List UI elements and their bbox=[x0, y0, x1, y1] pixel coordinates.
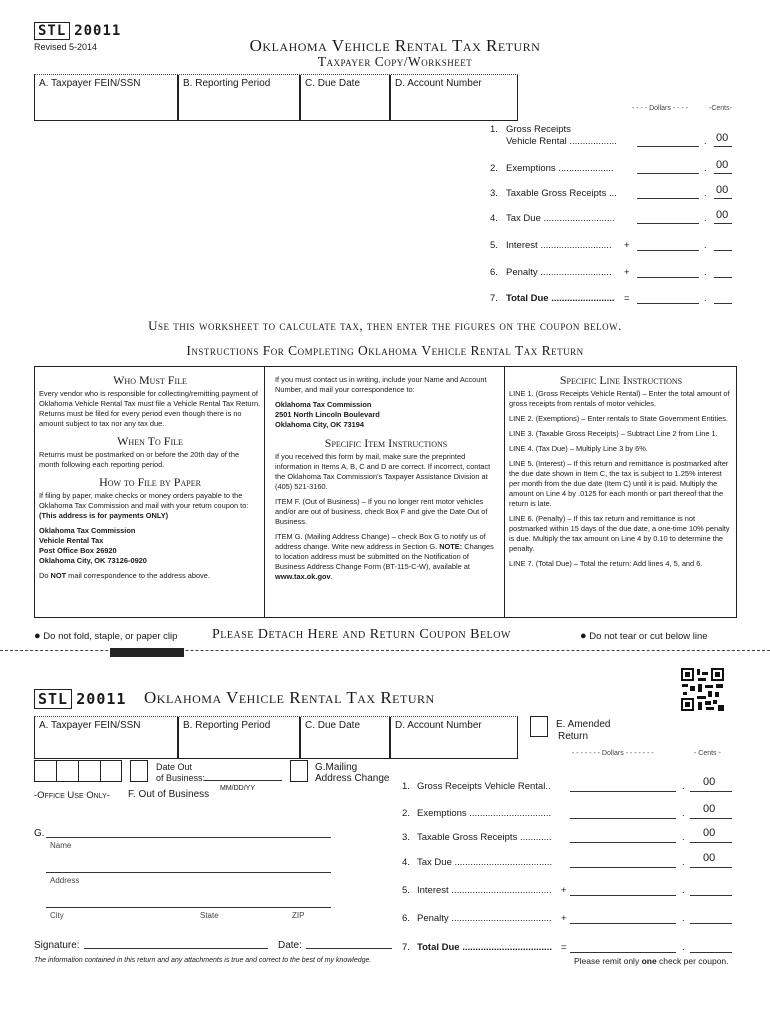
zip-label: ZIP bbox=[292, 911, 305, 920]
line3-instruction: LINE 3. (Taxable Gross Receipts) – Subtract Line 2 from Line 1. bbox=[509, 429, 718, 438]
coupon-line-operator: + bbox=[561, 885, 567, 896]
account-number-label: D. Account Number bbox=[395, 78, 482, 89]
mailing-change-checkbox[interactable] bbox=[290, 760, 308, 782]
worksheet-line-label: Exemptions ..................... bbox=[506, 163, 614, 174]
worksheet-decimal-point: . bbox=[704, 163, 707, 174]
no-corr-b: NOT bbox=[50, 571, 67, 580]
coupon-line-number: 7. bbox=[402, 942, 410, 953]
instructions-col3 bbox=[509, 373, 733, 574]
line1-instruction: LINE 1. (Gross Receipts Vehicle Rental) – Enter the total amount of gross receipts from rentals of motor vehicles. bbox=[509, 389, 730, 408]
coupon-dollars-input[interactable] bbox=[570, 818, 676, 819]
instructions-title: Instructions For Completing Oklahoma Vehicle Rental Tax Return bbox=[186, 343, 584, 358]
worksheet-note: Use this worksheet to calculate tax, then enter the figures on the coupon below. bbox=[148, 318, 622, 333]
coupon-line-label: Penalty ...................................... bbox=[417, 913, 552, 924]
due-date-label: C. Due Date bbox=[305, 78, 361, 89]
date-out-text: Date Out bbox=[156, 762, 193, 772]
state-label: State bbox=[200, 911, 219, 920]
worksheet-decimal-point: . bbox=[704, 188, 707, 199]
worksheet-cents-value: 00 bbox=[716, 184, 729, 196]
coupon-line-label: Total Due .................................. bbox=[417, 942, 552, 953]
who-must-file-text: Every vendor who is responsible for collecting/remitting payment of Oklahoma Vehicle Rental Tax must file a Vehicle Rental Tax Return. Returns must be filed for every period even though there is no amount subject to tax nor any tax due. bbox=[39, 389, 261, 428]
date-label: Date: bbox=[278, 940, 302, 951]
tax-website-link[interactable]: www.tax.ok.gov bbox=[275, 572, 331, 581]
worksheet-line-label-2: Vehicle Rental .................. bbox=[506, 136, 617, 147]
worksheet-decimal-point: . bbox=[704, 267, 707, 278]
attestation-text: The information contained in this return and any attachments is true and correct to the best of my knowledge. bbox=[34, 957, 372, 964]
coupon-line-label: Exemptions ............................... bbox=[417, 808, 552, 819]
payment-address-line1: Oklahoma Tax Commission bbox=[39, 526, 136, 535]
coupon-dollars-input[interactable] bbox=[570, 842, 676, 843]
line5-instruction: LINE 5. (Interest) – If this return and remittance is postmarked after the due date shown in Item C, the tax is subject to 1.25% interest per month from the due date (Item C) until it is paid. Multiply the amount on Line 4 by .0125 for each month or part thereof that the return is late. bbox=[509, 459, 729, 508]
coupon-account-number-field[interactable] bbox=[390, 717, 518, 759]
reporting-period-field[interactable] bbox=[178, 75, 300, 121]
item-g-c: Changes to location address must be submitted on the Notification of Business Address Change Form (BT-115-C-W), available at bbox=[275, 542, 494, 571]
coupon-cents-input[interactable] bbox=[690, 923, 732, 924]
no-correspondence-note bbox=[39, 571, 261, 581]
coupon-line-label: Interest ...................................... bbox=[417, 885, 552, 896]
coupon-decimal-point: . bbox=[682, 781, 685, 792]
worksheet-cents-input[interactable] bbox=[714, 146, 732, 147]
coupon-dollars-input[interactable] bbox=[570, 895, 676, 896]
how-to-file-heading: How to File by Paper bbox=[99, 475, 201, 489]
coupon-line-label: Tax Due ..................................... bbox=[417, 857, 553, 868]
worksheet-dollars-input[interactable] bbox=[637, 223, 699, 224]
mailing-change-label bbox=[315, 762, 390, 784]
mailing-label-text: G.Mailing bbox=[315, 762, 358, 773]
coupon-cents-value: 00 bbox=[703, 803, 716, 815]
coupon-form-code: STL bbox=[34, 689, 72, 709]
page-title: Oklahoma Vehicle Rental Tax Return bbox=[249, 36, 541, 55]
item-f-text: ITEM F. (Out of Business) – If you no longer rent motor vehicles and/or are out of business, check Box F and give the Date Out of Business. bbox=[275, 497, 488, 526]
amended-return-checkbox[interactable] bbox=[530, 716, 548, 737]
of-business-text: of Business: bbox=[156, 773, 206, 783]
bullet-icon: ● bbox=[580, 630, 587, 642]
coupon-title: Oklahoma Vehicle Rental Tax Return bbox=[144, 688, 435, 707]
no-corr-c: mail correspondence to the address above. bbox=[66, 571, 210, 580]
signature-label: Signature: bbox=[34, 940, 80, 951]
worksheet-line-label: Total Due ........................ bbox=[506, 293, 615, 304]
line6-instruction: LINE 6. (Penalty) – If this tax return and remittance is not postmarked within 15 days of the due date, a one-time 10% penalty is due. Multiply the tax amount on Line 4 by 0.10 to determine the penalty. bbox=[509, 514, 730, 553]
coupon-decimal-point: . bbox=[682, 942, 685, 953]
address-change-text: Address Change bbox=[315, 773, 390, 784]
coupon-due-label: C. Due Date bbox=[305, 720, 361, 731]
office-use-label: -Office Use Only- bbox=[34, 790, 110, 801]
coupon-taxpayer-fein-field[interactable] bbox=[34, 717, 178, 759]
worksheet-dollars-input[interactable] bbox=[637, 146, 699, 147]
corr-address-line2: 2501 North Lincoln Boulevard bbox=[275, 410, 380, 419]
item-g-e: . bbox=[330, 572, 333, 581]
address-input[interactable] bbox=[46, 872, 331, 873]
coupon-form-id bbox=[34, 690, 126, 708]
amended-label-line2: Return bbox=[558, 731, 589, 742]
no-tear-text: Do not tear or cut below line bbox=[589, 631, 708, 642]
worksheet-line-number: 2. bbox=[490, 163, 498, 174]
worksheet-line-label: Penalty ........................... bbox=[506, 267, 612, 278]
how-to-file-text bbox=[39, 491, 261, 521]
item-g-b: NOTE: bbox=[439, 542, 463, 551]
coupon-decimal-point: . bbox=[682, 885, 685, 896]
worksheet-line-number: 4. bbox=[490, 213, 498, 224]
name-label: Name bbox=[50, 841, 72, 850]
remit-b: one bbox=[641, 956, 657, 966]
signature-input[interactable] bbox=[84, 948, 268, 949]
no-fold-text: Do not fold, staple, or paper clip bbox=[43, 631, 178, 642]
coupon-cents-input[interactable] bbox=[690, 895, 732, 896]
worksheet-line-number: 1. bbox=[490, 124, 498, 135]
coupon-form-number: 20011 bbox=[76, 690, 127, 708]
item-g-text bbox=[275, 532, 497, 582]
contact-text: If you must contact us in writing, include your Name and Account Number, and mail your correspondence to: bbox=[275, 375, 487, 394]
coupon-cents-value: 00 bbox=[703, 776, 716, 788]
worksheet-line-operator: + bbox=[624, 240, 630, 251]
worksheet-decimal-point: . bbox=[704, 136, 707, 147]
no-fold-note bbox=[34, 630, 177, 642]
worksheet-line-label: Gross Receipts bbox=[506, 124, 571, 135]
worksheet-decimal-point: . bbox=[704, 240, 707, 251]
corr-address-line1: Oklahoma Tax Commission bbox=[275, 400, 372, 409]
coupon-period-label: B. Reporting Period bbox=[183, 720, 271, 731]
line7-instruction: LINE 7. (Total Due) – Total the return: Add lines 4, 5, and 6. bbox=[509, 559, 703, 568]
cents-label: -Cents- bbox=[709, 105, 732, 112]
worksheet-decimal-point: . bbox=[704, 213, 707, 224]
name-input[interactable] bbox=[46, 837, 331, 838]
date-format-label: MM/DD/YY bbox=[220, 785, 255, 792]
worksheet-dollars-input[interactable] bbox=[637, 198, 699, 199]
coupon-decimal-point: . bbox=[682, 808, 685, 819]
worksheet-dollars-input[interactable] bbox=[637, 250, 699, 251]
taxpayer-fein-field[interactable] bbox=[34, 75, 178, 121]
coupon-cents-value: 00 bbox=[703, 852, 716, 864]
coupon-dollars-input[interactable] bbox=[570, 952, 676, 953]
coupon-cents-input[interactable] bbox=[690, 842, 732, 843]
coupon-cents-input[interactable] bbox=[690, 867, 732, 868]
worksheet-line-label: Tax Due ........................... bbox=[506, 213, 615, 224]
worksheet-line-number: 7. bbox=[490, 293, 498, 304]
page-subtitle: Taxpayer Copy/Worksheet bbox=[317, 54, 473, 69]
worksheet-cents-value: 00 bbox=[716, 132, 729, 144]
remit-a: Please remit only bbox=[574, 956, 642, 966]
worksheet-cents-input[interactable] bbox=[714, 277, 732, 278]
coupon-dollars-input[interactable] bbox=[570, 923, 676, 924]
account-number-field[interactable] bbox=[390, 75, 518, 121]
coupon-reporting-period-field[interactable] bbox=[178, 717, 300, 759]
out-of-business-checkbox[interactable] bbox=[130, 760, 148, 782]
worksheet-dollars-input[interactable] bbox=[637, 277, 699, 278]
detach-heading: Please Detach Here and Return Coupon Below bbox=[212, 627, 511, 642]
form-code: STL bbox=[34, 22, 70, 40]
bullet-icon: ● bbox=[34, 630, 41, 642]
corr-address-line3: Oklahoma City, OK 73194 bbox=[275, 420, 364, 429]
office-use-box bbox=[34, 760, 122, 782]
correspondence-address bbox=[275, 400, 497, 430]
tear-marker bbox=[110, 648, 184, 657]
worksheet-cents-value: 00 bbox=[716, 159, 729, 171]
no-tear-note bbox=[580, 630, 708, 642]
remit-c: check per coupon. bbox=[656, 956, 729, 966]
who-must-file-heading: Who Must File bbox=[113, 373, 187, 387]
instructions-col2 bbox=[275, 375, 497, 587]
worksheet-line-number: 5. bbox=[490, 240, 498, 251]
worksheet-cents-input[interactable] bbox=[714, 173, 732, 174]
reporting-period-label: B. Reporting Period bbox=[183, 78, 271, 89]
taxpayer-fein-label: A. Taxpayer FEIN/SSN bbox=[39, 78, 141, 89]
address-label: Address bbox=[50, 876, 80, 885]
coupon-line-operator: + bbox=[561, 913, 567, 924]
coupon-line-number: 5. bbox=[402, 885, 410, 896]
line2-instruction: LINE 2. (Exemptions) – Enter rentals to State Government Entities. bbox=[509, 414, 728, 423]
worksheet-cents-input[interactable] bbox=[714, 303, 732, 304]
coupon-line-number: 2. bbox=[402, 808, 410, 819]
coupon-line-number: 1. bbox=[402, 781, 410, 792]
coupon-decimal-point: . bbox=[682, 857, 685, 868]
amended-label-line1: E. Amended bbox=[556, 719, 611, 730]
worksheet-line-number: 6. bbox=[490, 267, 498, 278]
payment-address-line3: Post Office Box 26920 bbox=[39, 546, 117, 555]
how-to-file-text-a: If filing by paper, make checks or money orders payable to the Oklahoma Tax Commission and mail with your return coupon to: bbox=[39, 491, 249, 510]
instructions-col1 bbox=[39, 373, 261, 586]
worksheet-line-label: Taxable Gross Receipts ... bbox=[506, 188, 617, 199]
remit-note bbox=[574, 956, 729, 966]
dollars-label: - - - - Dollars - - - - bbox=[632, 105, 688, 112]
signature-date-input[interactable] bbox=[306, 948, 392, 949]
worksheet-cents-input[interactable] bbox=[714, 198, 732, 199]
coupon-line-number: 6. bbox=[402, 913, 410, 924]
worksheet-cents-value: 00 bbox=[716, 209, 729, 221]
item-instructions-heading: Specific Item Instructions bbox=[324, 436, 448, 450]
coupon-cents-input[interactable] bbox=[690, 791, 732, 792]
coupon-line-label: Taxable Gross Receipts ............ bbox=[417, 832, 552, 843]
worksheet-dollars-input[interactable] bbox=[637, 173, 699, 174]
coupon-line-label: Gross Receipts Vehicle Rental.. bbox=[417, 781, 551, 792]
coupon-dollars-input[interactable] bbox=[570, 867, 676, 868]
how-to-file-text-b: (This address is for payments ONLY) bbox=[39, 511, 169, 520]
coupon-dollars-input[interactable] bbox=[570, 791, 676, 792]
when-to-file-heading: When To File bbox=[117, 434, 183, 448]
form-number: 20011 bbox=[74, 23, 122, 39]
coupon-cents-value: 00 bbox=[703, 827, 716, 839]
worksheet-cents-input[interactable] bbox=[714, 250, 732, 251]
g-label: G. bbox=[34, 828, 45, 839]
no-corr-a: Do bbox=[39, 571, 51, 580]
worksheet-decimal-point: . bbox=[704, 293, 707, 304]
payment-address-line4: Oklahoma City, OK 73126-0920 bbox=[39, 556, 147, 565]
worksheet-line-number: 3. bbox=[490, 188, 498, 199]
payment-address-line2: Vehicle Rental Tax bbox=[39, 536, 104, 545]
coupon-cents-input[interactable] bbox=[690, 818, 732, 819]
due-date-field[interactable] bbox=[300, 75, 390, 121]
instructions-box bbox=[34, 366, 737, 618]
coupon-header-fields bbox=[34, 716, 518, 731]
item-g-a: ITEM G. (Mailing Address Change) – check Box G to notify us of address change. Write new address in Section G. bbox=[275, 532, 486, 551]
coupon-line-number: 3. bbox=[402, 832, 410, 843]
date-out-label bbox=[156, 762, 205, 784]
amended-return-label bbox=[556, 719, 610, 743]
coupon-decimal-point: . bbox=[682, 913, 685, 924]
payment-address bbox=[39, 526, 261, 566]
worksheet-line-operator: = bbox=[624, 293, 630, 304]
worksheet-dollars-input[interactable] bbox=[637, 303, 699, 304]
coupon-dollars-label: - - - - - - - Dollars - - - - - - - bbox=[572, 750, 654, 757]
coupon-cents-input[interactable] bbox=[690, 952, 732, 953]
revised-date: Revised 5-2014 bbox=[34, 42, 98, 52]
city-state-zip-input[interactable] bbox=[46, 907, 331, 908]
date-out-input[interactable] bbox=[204, 780, 282, 781]
out-of-business-label: F. Out of Business bbox=[128, 789, 210, 800]
coupon-cents-label: - Cents - bbox=[694, 750, 721, 757]
when-to-file-text: Returns must be postmarked on or before the 20th day of the month following each reporting period. bbox=[39, 450, 240, 469]
coupon-decimal-point: . bbox=[682, 832, 685, 843]
coupon-account-label: D. Account Number bbox=[395, 720, 482, 731]
coupon-due-date-field[interactable] bbox=[300, 717, 390, 759]
coupon-line-operator: = bbox=[561, 942, 567, 953]
worksheet-line-label: Interest ........................... bbox=[506, 240, 612, 251]
line-instructions-heading: Specific Line Instructions bbox=[559, 373, 683, 387]
coupon-line-number: 4. bbox=[402, 857, 410, 868]
qr-code-icon bbox=[680, 667, 725, 712]
item-instructions-text: If you received this form by mail, make sure the preprinted information in Items A, B, C and D are correct. If incorrect, contact the Oklahoma Tax Commission's Taxpayer Assistance Division at (405) 521-3160. bbox=[275, 452, 491, 491]
worksheet-line-operator: + bbox=[624, 267, 630, 278]
line4-instruction: LINE 4. (Tax Due) – Multiply Line 3 by 6%. bbox=[509, 444, 648, 453]
header-fields bbox=[34, 74, 518, 89]
worksheet-cents-input[interactable] bbox=[714, 223, 732, 224]
coupon-fein-label: A. Taxpayer FEIN/SSN bbox=[39, 720, 141, 731]
city-label: City bbox=[50, 911, 64, 920]
